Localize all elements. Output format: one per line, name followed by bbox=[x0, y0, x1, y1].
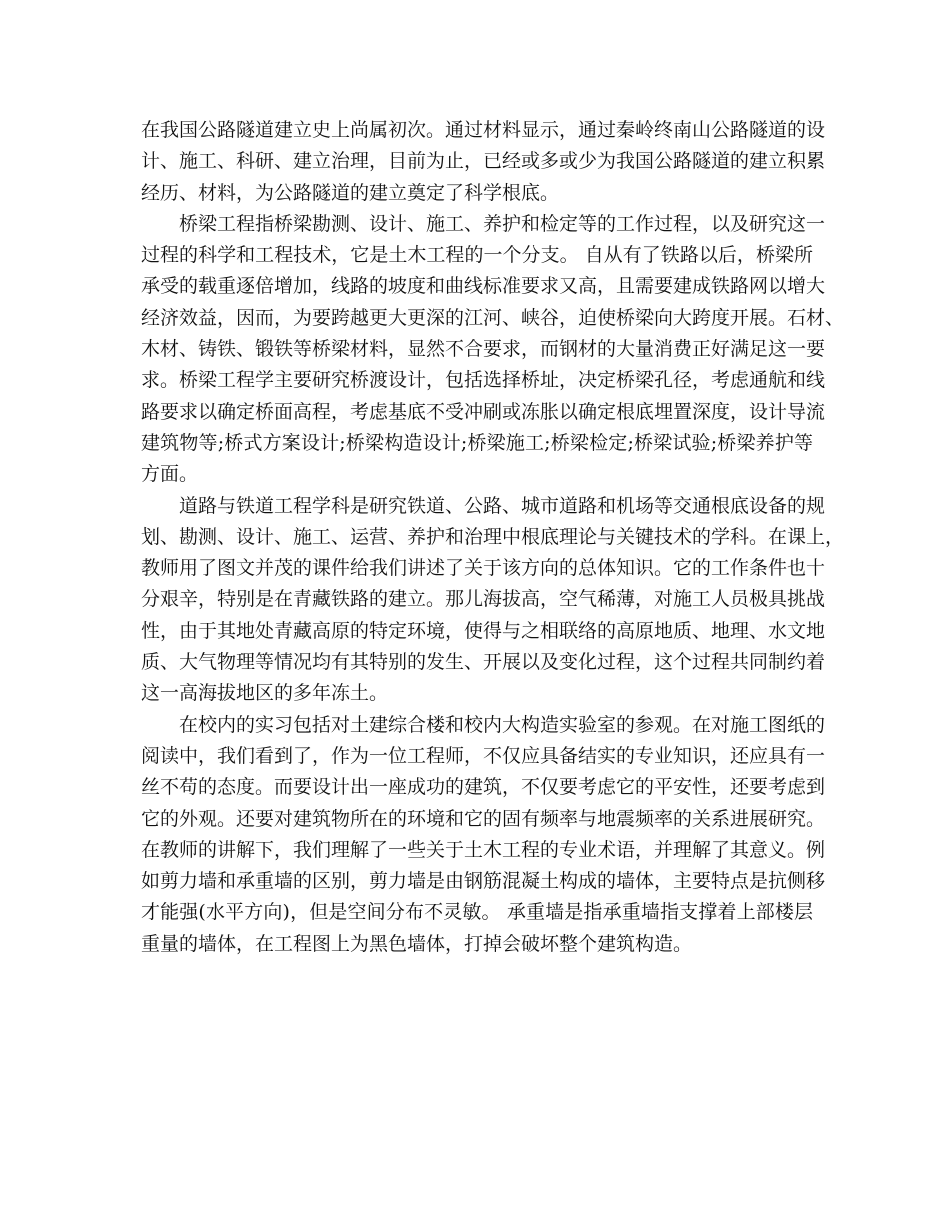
paragraph-2 bbox=[141, 209, 845, 491]
text-line: 桥梁工程指桥梁勘测、设计、施工、养护和检定等的工作过程，以及研究这一 bbox=[179, 212, 826, 235]
text-line: 性，由于其地处青藏高原的特定环境，使得与之相联络的高原地质、地理、水文地 bbox=[141, 619, 826, 642]
text-line: 阅读中，我们看到了，作为一位工程师，不仅应具备结实的专业知识，还应具有一 bbox=[141, 744, 826, 767]
text-line: 才能强(水平方向)，但是空间分布不灵敏。 承重墙是指承重墙指支撑着上部楼层 bbox=[141, 901, 813, 924]
paragraph-1 bbox=[141, 115, 826, 209]
text-line: 如剪力墙和承重墙的区别，剪力墙是由钢筋混凝土构成的墙体，主要特点是抗侧移 bbox=[141, 870, 826, 893]
text-line: 重量的墙体，在工程图上为黑色墙体，打掉会破坏整个建筑构造。 bbox=[141, 932, 693, 955]
text-line: 过程的科学和工程技术，它是土木工程的一个分支。 自从有了铁路以后，桥梁所 bbox=[141, 244, 813, 267]
text-line: 计、施工、科研、建立治理，目前为止，已经或多或少为我国公路隧道的建立积累 bbox=[141, 150, 826, 173]
text-line: 这一高海拔地区的多年冻土。 bbox=[141, 682, 389, 705]
text-line: 道路与铁道工程学科是研究铁道、公路、城市道路和机场等交通根底设备的规 bbox=[179, 494, 826, 517]
text-line: 经济效益，因而，为要跨越更大更深的江河、峡谷，迫使桥梁向大跨度开展。石材、 bbox=[141, 306, 845, 329]
text-line: 路要求以确定桥面高程，考虑基底不受冲刷或冻胀以确定根底埋置深度，设计导流 bbox=[141, 400, 826, 423]
text-line: 分艰辛，特别是在青藏铁路的建立。那儿海拔高，空气稀薄，对施工人员极具挑战 bbox=[141, 588, 826, 611]
paragraph-4 bbox=[141, 710, 826, 960]
text-line: 它的外观。还要对建筑物所在的环境和它的固有频率与地震频率的关系进展研究。 bbox=[141, 807, 826, 830]
text-line: 木材、铸铁、锻铁等桥梁材料，显然不合要求，而钢材的大量消费正好满足这一要 bbox=[141, 338, 826, 361]
text-line: 划、勘测、设计、施工、运营、养护和治理中根底理论与关键技术的学科。在课上， bbox=[141, 525, 845, 548]
text-line: 在校内的实习包括对土建综合楼和校内大构造实验室的参观。在对施工图纸的 bbox=[179, 713, 826, 736]
text-line: 方面。 bbox=[141, 463, 199, 486]
text-line: 求。桥梁工程学主要研究桥渡设计，包括选择桥址，决定桥梁孔径，考虑通航和线 bbox=[141, 369, 826, 392]
document-body bbox=[141, 115, 845, 960]
text-line: 建筑物等;桥式方案设计;桥梁构造设计;桥梁施工;桥梁检定;桥梁试验;桥梁养护等 bbox=[141, 431, 813, 454]
text-line: 在教师的讲解下，我们理解了一些关于土木工程的专业术语，并理解了其意义。例 bbox=[141, 838, 826, 861]
text-line: 教师用了图文并茂的课件给我们讲述了关于该方向的总体知识。它的工作条件也十 bbox=[141, 557, 826, 580]
text-line: 在我国公路隧道建立史上尚属初次。通过材料显示，通过秦岭终南山公路隧道的设 bbox=[141, 119, 826, 141]
paragraph-3 bbox=[141, 491, 845, 710]
text-line: 经历、材料，为公路隧道的建立奠定了科学根底。 bbox=[141, 181, 560, 204]
text-line: 质、大气物理等情况均有其特别的发生、开展以及变化过程，这个过程共同制约着 bbox=[141, 651, 826, 674]
text-line: 丝不苟的态度。而要设计出一座成功的建筑，不仅要考虑它的平安性，还要考虑到 bbox=[141, 776, 826, 799]
text-line: 承受的载重逐倍增加，线路的坡度和曲线标准要求又高，且需要建成铁路网以增大 bbox=[141, 275, 826, 298]
